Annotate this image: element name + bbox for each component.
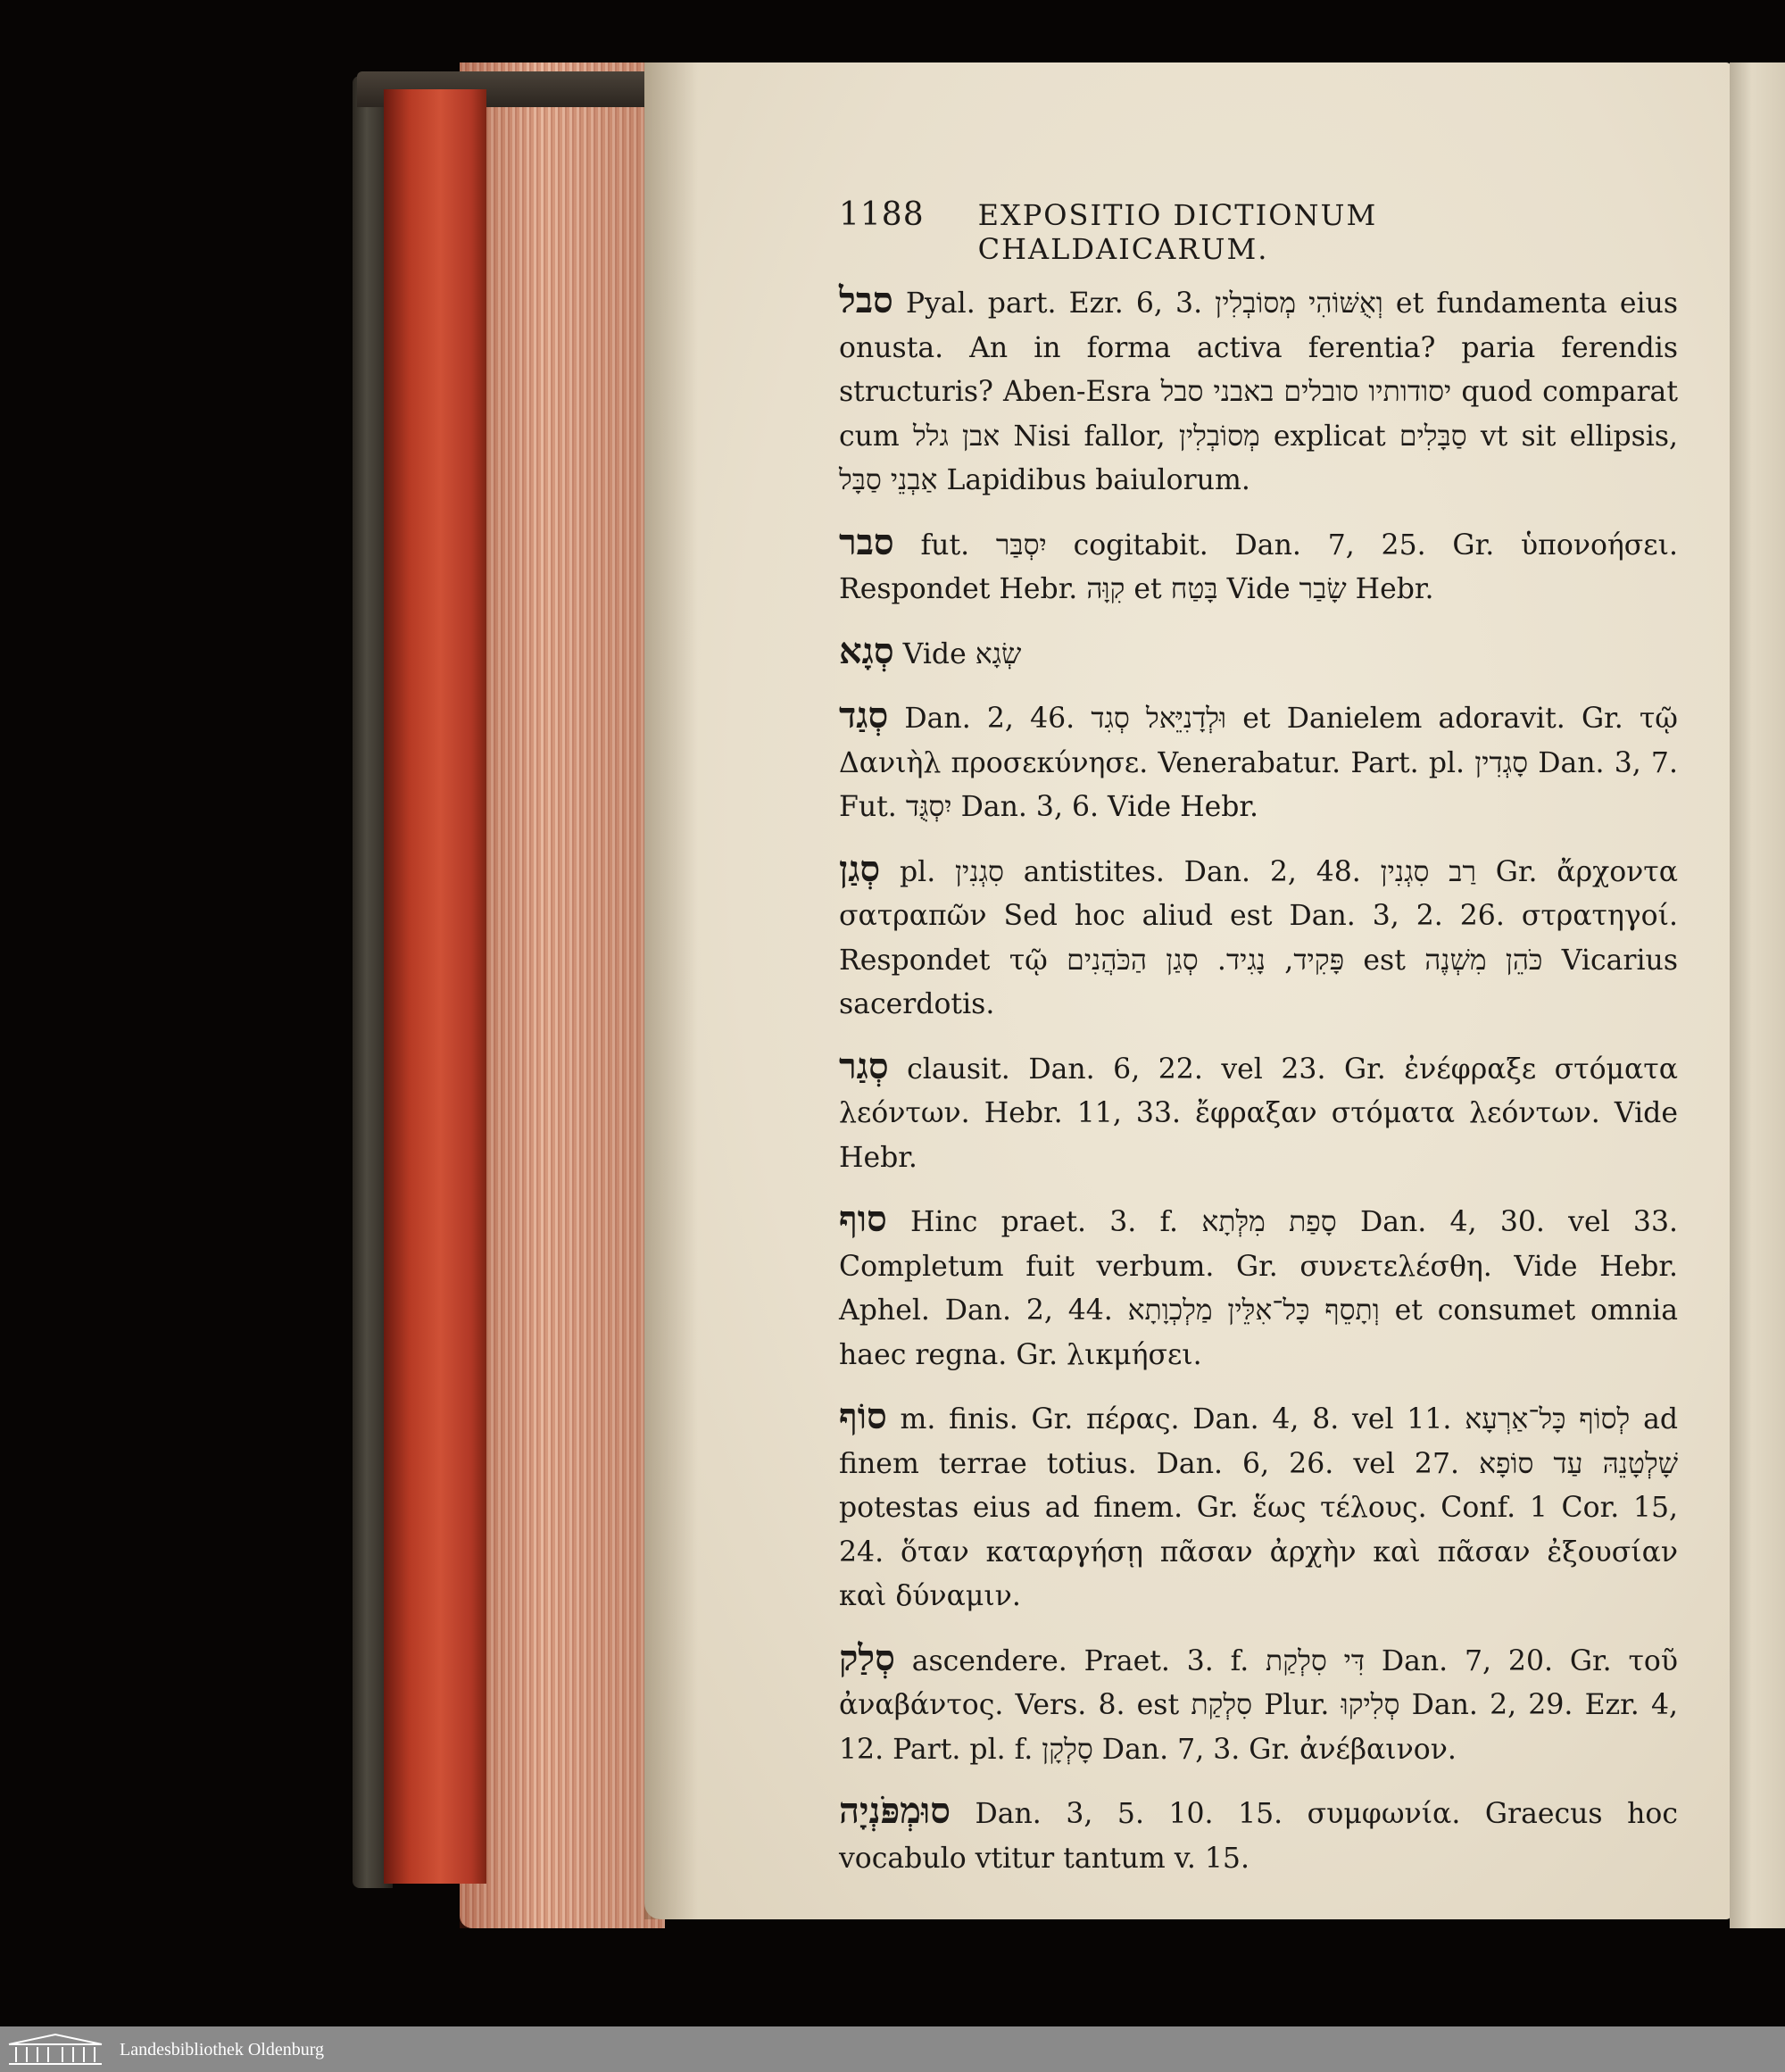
entry-headword: סוֹף (839, 1395, 887, 1437)
entry-headword: סוף (839, 1198, 887, 1240)
dictionary-entry (839, 629, 1678, 678)
page-gutter-shadow (644, 62, 698, 1919)
running-head (839, 196, 1678, 266)
entry-body: Dan. 3, 5. 10. 15. συμφωνία. Graecus hoc vocabulo vtitur tantum v. 15. (839, 1798, 1678, 1875)
page-number: 1188 (839, 196, 925, 233)
entry-body: Pyal. part. Ezr. 6, 3. וְאֻשּׁוֹהִי מְסוֹבְלִין et fundamenta eius onusta. An in forma activa ferentia? paria ferendis structuris? Aben-Esra יסודותיו סובלים באבני סבל quod comparat cum אבן גלל Nisi fallor, מְסוֹבְלִין explicat סַבָּלִים vt sit ellipsis, אַבְנֵי סַבָּל Lapidibus baiulorum. (839, 287, 1679, 496)
entry-body: pl. סִגְנִין antistites. Dan. 2, 48. רַב סִגְנִין Gr. ἄρχοντα σατραπῶν Sed hoc aliud est Dan. 3, 2. 26. στρατηγοί. Respondet τῷ פָּקִיד, נָגִיד. סְגַן הַכֹּהֲנִים est כֹּהֵן מִשְׁנֶה Vicarius sacerdotis. (839, 855, 1679, 1020)
entry-body: Dan. 2, 46. וּלְדָנִיֵּאל סְגִד et Danielem adoravit. Gr. τῷ Δανιὴλ προσεκύνησε. Venerabatur. Part. pl. סָגְדִין Dan. 3, 7. Fut. יִסְגֻּד Dan. 3, 6. Vide Hebr. (839, 703, 1678, 823)
entry-headword: סבר (839, 520, 894, 563)
dictionary-entry (839, 694, 1678, 830)
dictionary-entry (839, 1636, 1678, 1773)
page-text (839, 196, 1678, 1898)
dictionary-entry (839, 1789, 1678, 1881)
entry-headword: סְגָא (839, 629, 894, 672)
dictionary-entry (839, 520, 1678, 612)
entry-headword: סְגַן (839, 847, 881, 890)
entry-body: fut. יִסְבַּר cogitabit. Dan. 7, 25. Gr. ὑπονοήσει. Respondet Hebr. קִוָּה et בָּטַח Vide שָׂבַר Hebr. (839, 528, 1678, 605)
entry-headword: סבל (839, 279, 893, 321)
entry-headword: סְגַד (839, 695, 889, 736)
dictionary-entry (839, 279, 1678, 503)
red-page-edge (384, 89, 486, 1884)
footer-institution-name: Landesbibliothek Oldenburg (120, 2040, 325, 2060)
entry-headword: סוּמְפֹּנְיָה (839, 1790, 951, 1832)
running-head-title: EXPOSITIO DICTIONUM CHALDAICARUM. (977, 198, 1378, 266)
entry-body: ascendere. Praet. 3. f. דִּי סִלְקַת Dan. 7, 20. Gr. τοῦ ἀναβάντος. Vers. 8. est סִלְקַת Plur. סְלִיקוּ Dan. 2, 29. Ezr. 4, 12. Part. pl. f. סָלְקָן Dan. 7, 3. Gr. ἀνέβαινον. (839, 1644, 1678, 1766)
entry-body: clausit. Dan. 6, 22. vel 23. Gr. ἐνέφραξε στόματα λεόντων. Hebr. 11, 33. ἔφραξαν στόματα λεόντων. Vide Hebr. (839, 1053, 1678, 1174)
dictionary-entry (839, 1394, 1678, 1619)
dictionary-entry (839, 1044, 1678, 1181)
dictionary-entry (839, 1197, 1678, 1377)
library-building-icon (5, 2032, 105, 2068)
entry-headword: סְגַר (839, 1044, 889, 1087)
entry-body: Hinc praet. 3. f. סָפַת מִלְּתָא Dan. 4, 30. vel 33. Completum fuit verbum. Gr. συνετελέσθη. Vide Hebr. Aphel. Dan. 2, 44. וְתָסֵף כָּל־אִלֵּין מַלְכְוָתָא et consumet omnia haec regna. Gr. λικμήσει. (839, 1206, 1678, 1371)
page-block-edge (460, 62, 665, 1928)
entry-body: m. finis. Gr. πέρας. Dan. 4, 8. vel 11. לְסוֹף כָּל־אַרְעָא ad finem terrae totius. Dan. 6, 26. vel 27. שָׁלְטָנֵהּ עַד סוֹפָא potestas eius ad finem. Gr. ἕως τέλους. Conf. 1 Cor. 15, 24. ὅταν καταργήσῃ πᾶσαν ἀρχὴν καὶ πᾶσαν ἐξουσίαν καὶ δύναμιν. (839, 1403, 1679, 1612)
facing-page-edge (1730, 62, 1785, 1928)
entry-headword: סְלַק (839, 1636, 895, 1679)
dictionary-entry (839, 847, 1678, 1028)
entry-body: Vide שְׂגָא (902, 637, 1022, 670)
